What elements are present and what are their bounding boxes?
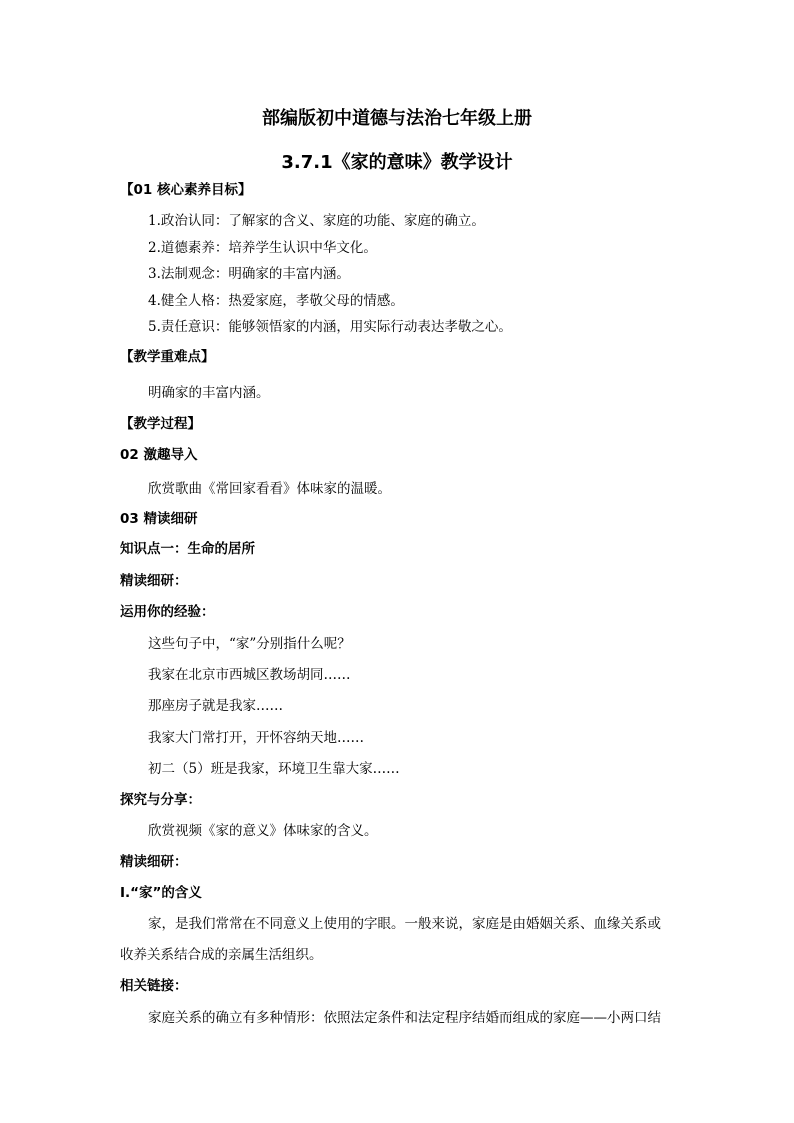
read-heading-1: 精读细研： [120,573,188,589]
intro-heading: 02 激趣导入 [120,447,198,463]
intro-text: 欣赏歌曲《常回家看看》体味家的温暖。 [148,481,391,497]
knowledge-point-1: 知识点一：生命的居所 [120,541,255,557]
experience-line-3: 那座房子就是我家…… [148,698,283,714]
read-heading-2: 精读细研： [120,854,188,870]
study-heading: 03 精读细研 [120,511,198,527]
key-points-text: 明确家的丰富内涵。 [148,385,270,401]
meaning-heading: Ⅰ.“家”的含义 [120,885,202,901]
experience-line-1: 这些句子中，“家”分别指什么呢？ [148,636,351,652]
related-link-text: 家庭关系的确立有多种情形：依照法定条件和法定程序结婚而组成的家庭——小两口结 [148,1010,661,1026]
experience-line-5: 初二（5）班是我家，环境卫生靠大家…… [148,761,400,777]
lesson-title: 3.7.1《家的意味》教学设计 [281,152,513,173]
related-link-heading: 相关链接： [120,978,188,994]
goal-item-5: 5.责任意识：能够领悟家的内涵，用实际行动表达孝敬之心。 [148,319,512,335]
goal-item-2: 2.道德素养：培养学生认识中华文化。 [148,240,377,256]
experience-line-2: 我家在北京市西城区教场胡同…… [148,667,351,683]
key-points-heading: 【教学重难点】 [120,349,215,365]
meaning-text-line-1: 家，是我们常常在不同意义上使用的字眼。一般来说，家庭是由婚姻关系、血缘关系或 [148,916,661,932]
goal-item-1: 1.政治认同：了解家的含义、家庭的功能、家庭的确立。 [148,213,485,229]
experience-line-4: 我家大门常打开，开怀容纳天地…… [148,730,364,746]
meaning-text-line-2: 收养关系结合成的亲属生活组织。 [120,947,323,963]
explore-text: 欣赏视频《家的意义》体味家的含义。 [148,823,378,839]
explore-heading: 探究与分享： [120,792,201,808]
experience-heading: 运用你的经验： [120,604,215,620]
document-title: 部编版初中道德与法治七年级上册 [262,108,532,129]
goal-item-4: 4.健全人格：热爱家庭，孝敬父母的情感。 [148,293,404,309]
goals-heading: 【01 核心素养目标】 [120,182,252,198]
process-heading: 【教学过程】 [120,416,201,432]
goal-item-3: 3.法制观念：明确家的丰富内涵。 [148,266,350,282]
